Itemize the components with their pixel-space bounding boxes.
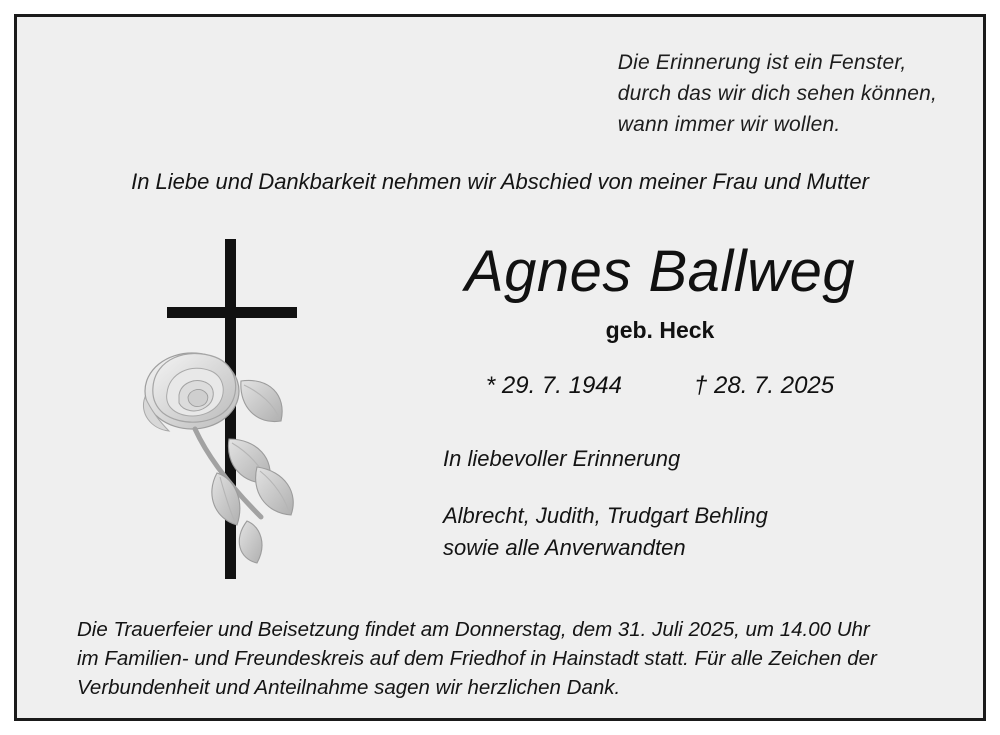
- survivors-line-1: Albrecht, Judith, Trudgart Behling: [443, 503, 768, 528]
- intro-line: In Liebe und Dankbarkeit nehmen wir Abschied von meiner Frau und Mutter: [131, 169, 869, 194]
- birth-name: geb. Heck: [605, 317, 715, 343]
- deceased-name: Agnes Ballweg: [464, 239, 856, 304]
- birth-date: * 29. 7. 1944: [485, 372, 622, 399]
- cross-crossbar-icon: [167, 307, 297, 318]
- cross-and-rose-emblem: [129, 225, 339, 585]
- notice-border: [14, 14, 986, 721]
- death-date: † 28. 7. 2025: [694, 372, 835, 399]
- survivors-line-2: sowie alle Anverwandten: [443, 535, 686, 560]
- survivors-block: [377, 500, 943, 564]
- deceased-details: [377, 239, 943, 564]
- memory-line: In liebevoller Erinnerung: [443, 446, 681, 471]
- motto-line-2: durch das wir dich sehen können,: [617, 82, 937, 105]
- motto-line-1: Die Erinnerung ist ein Fenster,: [617, 51, 907, 74]
- funeral-details: [77, 615, 931, 702]
- motto-verse: [618, 47, 937, 140]
- motto-line-3: wann immer wir wollen.: [617, 113, 841, 136]
- rose-icon: [129, 335, 329, 565]
- funeral-line-1: Die Trauerfeier und Beisetzung findet am Donnerstag, dem 31. Juli 2025, um 14.00 Uhr: [77, 618, 870, 641]
- life-dates: [377, 372, 943, 400]
- funeral-line-2: im Familien- und Freundeskreis auf dem Friedhof in Hainstadt statt. Für alle Zeichen der: [77, 647, 877, 670]
- funeral-line-3: Verbundenheit und Anteilnahme sagen wir herzlichen Dank.: [77, 676, 621, 699]
